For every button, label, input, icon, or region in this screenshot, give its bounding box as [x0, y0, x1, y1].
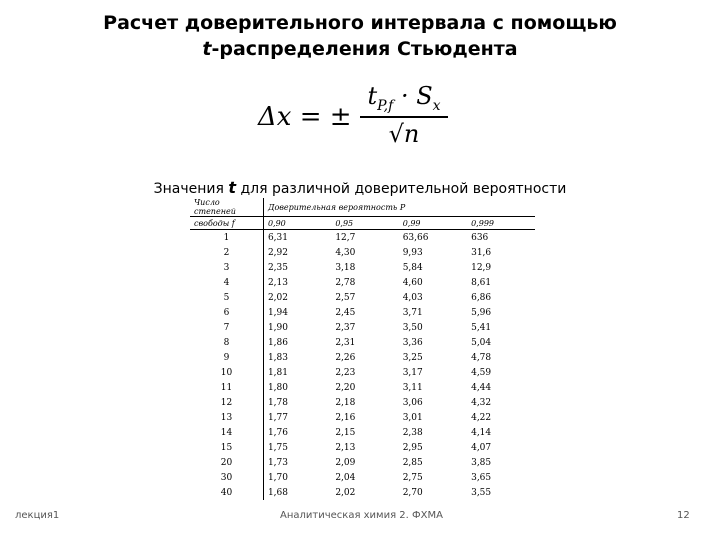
- t-value-cell: 3,18: [335, 262, 356, 273]
- table-body: [190, 230, 535, 501]
- degrees-freedom-cell: 9: [223, 352, 230, 363]
- t-value-cell: 2,16: [335, 412, 356, 423]
- t-value-cell: 4,07: [471, 442, 492, 453]
- t-value-cell: 2,13: [335, 442, 356, 453]
- t-value-cell: 2,13: [263, 275, 331, 290]
- student-t-table: [190, 198, 535, 500]
- t-value-cell: 2,31: [335, 337, 356, 348]
- t-value-cell: 4,14: [471, 427, 492, 438]
- table-row: [190, 275, 535, 290]
- t-value-cell: 5,84: [402, 262, 423, 273]
- t-value-cell: 2,26: [335, 352, 356, 363]
- t-value-cell: 1,76: [263, 425, 331, 440]
- degrees-freedom-cell: 11: [220, 382, 233, 393]
- t-value-cell: 1,70: [263, 470, 331, 485]
- t-value-cell: 6,86: [471, 292, 492, 303]
- t-value-cell: 4,32: [471, 397, 492, 408]
- t-value-cell: 3,55: [471, 487, 492, 498]
- t-value-cell: 1,77: [263, 410, 331, 425]
- degrees-freedom-cell: 12: [220, 397, 233, 408]
- t-value-cell: 4,59: [471, 367, 492, 378]
- formula-denominator: √n: [388, 120, 420, 148]
- t-value-cell: 2,23: [335, 367, 356, 378]
- table-row: [190, 425, 535, 440]
- t-value-cell: 1,75: [263, 440, 331, 455]
- degrees-freedom-cell: 14: [220, 427, 233, 438]
- degrees-freedom-cell: 30: [220, 472, 233, 483]
- t-value-cell: 3,17: [402, 367, 423, 378]
- table-row: [190, 335, 535, 350]
- title-line-2: [0, 36, 720, 62]
- t-value-cell: 1,73: [263, 455, 331, 470]
- t-value-cell: 2,15: [335, 427, 356, 438]
- degrees-freedom-cell: 40: [220, 487, 233, 498]
- caption-text-after: для различной доверительной вероятности: [236, 181, 567, 197]
- t-value-cell: 63,66: [402, 232, 429, 243]
- degrees-freedom-cell: 15: [220, 442, 233, 453]
- table-row: [190, 395, 535, 410]
- degrees-freedom-cell: 6: [223, 307, 230, 318]
- t-value-cell: 4,30: [335, 247, 356, 258]
- table-row: [190, 380, 535, 395]
- footer-course: Аналитическая химия 2. ФХМА: [280, 510, 443, 521]
- t-value-cell: 2,57: [335, 292, 356, 303]
- degrees-freedom-cell: 2: [223, 247, 230, 258]
- t-value-cell: 3,01: [402, 412, 423, 423]
- slide-title: [0, 10, 720, 62]
- t-value-cell: 1,78: [263, 395, 331, 410]
- t-value-cell: 31,6: [471, 247, 492, 258]
- degrees-freedom-cell: 1: [223, 232, 230, 243]
- degrees-freedom-cell: 3: [223, 262, 230, 273]
- t-value-cell: 8,61: [471, 277, 492, 288]
- table-row: [190, 260, 535, 275]
- t-value-cell: 4,03: [402, 292, 423, 303]
- t-value-cell: 3,11: [402, 382, 423, 393]
- confidence-interval-formula: [258, 82, 458, 152]
- degrees-freedom-cell: 8: [223, 337, 230, 348]
- t-value-cell: 2,35: [263, 260, 331, 275]
- t-value-cell: 1,94: [263, 305, 331, 320]
- caption-t-symbol: t: [228, 178, 237, 197]
- t-value-cell: 1,81: [263, 365, 331, 380]
- t-value-cell: 1,90: [263, 320, 331, 335]
- table-row: [190, 230, 535, 246]
- table-row: [190, 470, 535, 485]
- table-row: [190, 290, 535, 305]
- t-value-cell: 1,83: [263, 350, 331, 365]
- header-prob-col: 0,99: [399, 217, 467, 230]
- t-value-cell: 2,37: [335, 322, 356, 333]
- t-value-cell: 3,85: [471, 457, 492, 468]
- t-value-cell: 2,45: [335, 307, 356, 318]
- caption-text-before: Значения: [153, 181, 229, 197]
- formula-t-subscript: P,f: [377, 97, 394, 114]
- t-value-cell: 12,9: [471, 262, 492, 273]
- t-value-cell: 636: [471, 232, 489, 243]
- t-value-cell: 3,36: [402, 337, 423, 348]
- t-value-cell: 2,85: [402, 457, 423, 468]
- t-value-cell: 2,92: [263, 245, 331, 260]
- t-value-cell: 5,96: [471, 307, 492, 318]
- degrees-freedom-cell: 7: [223, 322, 230, 333]
- footer-lecture: лекция1: [15, 510, 60, 521]
- t-value-cell: 4,44: [471, 382, 492, 393]
- t-value-cell: 5,41: [471, 322, 492, 333]
- t-value-cell: 5,04: [471, 337, 492, 348]
- table-row: [190, 305, 535, 320]
- t-value-cell: 4,78: [471, 352, 492, 363]
- t-value-cell: 2,20: [335, 382, 356, 393]
- table-row: [190, 410, 535, 425]
- t-value-cell: 3,25: [402, 352, 423, 363]
- title-line-1: Расчет доверительного интервала с помощью: [103, 12, 617, 34]
- degrees-freedom-cell: 20: [220, 457, 233, 468]
- t-value-cell: 2,95: [402, 442, 423, 453]
- t-value-cell: 2,18: [335, 397, 356, 408]
- t-value-cell: 9,93: [402, 247, 423, 258]
- header-degrees-freedom-1: Число степеней: [190, 198, 263, 217]
- t-value-cell: 6,31: [263, 230, 331, 246]
- table-row: [190, 245, 535, 260]
- degrees-freedom-cell: 10: [220, 367, 233, 378]
- t-value-cell: 3,71: [402, 307, 423, 318]
- t-value-cell: 1,80: [263, 380, 331, 395]
- formula-t: t: [367, 82, 378, 110]
- t-value-cell: 3,06: [402, 397, 423, 408]
- header-prob-col: 0,95: [331, 217, 398, 230]
- t-value-cell: 2,78: [335, 277, 356, 288]
- formula-numerator: [356, 82, 452, 114]
- table-row: [190, 365, 535, 380]
- t-value-cell: 2,04: [335, 472, 356, 483]
- t-value-cell: 4,22: [471, 412, 492, 423]
- formula-fraction: [356, 82, 452, 148]
- formula-s-subscript: x: [432, 97, 441, 114]
- table-row: [190, 350, 535, 365]
- t-value-cell: 3,50: [402, 322, 423, 333]
- fraction-bar: [360, 116, 448, 118]
- degrees-freedom-cell: 4: [223, 277, 230, 288]
- t-value-cell: 4,60: [402, 277, 423, 288]
- t-value-cell: 1,86: [263, 335, 331, 350]
- t-value-cell: 2,75: [402, 472, 423, 483]
- t-value-cell: 2,38: [402, 427, 423, 438]
- t-value-cell: 2,70: [402, 487, 423, 498]
- formula-s: · S: [393, 82, 433, 110]
- t-value-cell: 1,68: [263, 485, 331, 500]
- title-line-2-text: -распределения Стьюдента: [211, 38, 518, 60]
- header-prob-col: 0,999: [467, 217, 535, 230]
- table-row: [190, 485, 535, 500]
- t-value-cell: 12,7: [335, 232, 356, 243]
- t-value-cell: 2,02: [335, 487, 356, 498]
- formula-lhs: Δx = ±: [258, 102, 352, 132]
- header-degrees-freedom-2: свободы f: [190, 217, 263, 230]
- degrees-freedom-cell: 5: [223, 292, 230, 303]
- table-row: [190, 320, 535, 335]
- t-value-cell: 2,02: [263, 290, 331, 305]
- table-caption: [0, 178, 720, 197]
- table-row: [190, 455, 535, 470]
- header-confidence-probability: Доверительная вероятность P: [263, 198, 535, 217]
- t-value-cell: 2,09: [335, 457, 356, 468]
- footer-page-number: 12: [677, 510, 690, 521]
- degrees-freedom-cell: 13: [220, 412, 233, 423]
- table-row: [190, 440, 535, 455]
- header-prob-col: 0,90: [263, 217, 331, 230]
- t-value-cell: 3,65: [471, 472, 492, 483]
- title-t-symbol: t: [202, 38, 212, 60]
